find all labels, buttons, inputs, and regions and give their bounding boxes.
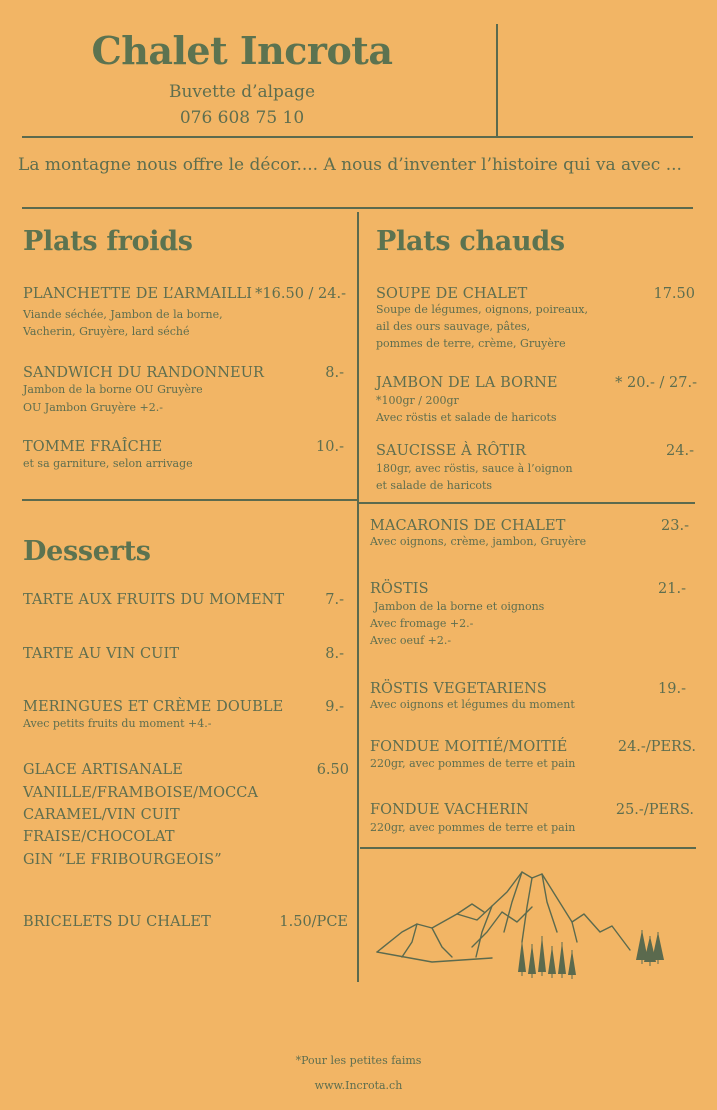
right-section-divider <box>358 502 695 504</box>
restaurant-title: Chalet Incrota <box>91 28 393 73</box>
menu-item-name: MACARONIS DE CHALET <box>370 518 566 534</box>
menu-item-name: GLACE ARTISANALE <box>23 762 183 778</box>
menu-item-desc: Avec fromage +2.- <box>370 617 474 630</box>
mountain-illustration <box>372 862 672 982</box>
menu-item-name: SAUCISSE À RÔTIR <box>376 443 527 459</box>
menu-item-price: 21.- <box>658 581 686 597</box>
menu-item-desc: Avec oignons, crème, jambon, Gruyère <box>370 535 587 548</box>
menu-item-name: MERINGUES ET CRÈME DOUBLE <box>23 699 284 715</box>
menu-item-name: TOMME FRAÎCHE <box>23 439 163 455</box>
phone-number: 076 608 75 10 <box>179 108 305 128</box>
menu-item-price: 10.- <box>316 439 344 455</box>
menu-item-desc: Viande séchée, Jambon de la borne, <box>23 308 223 321</box>
menu-item-desc: Avec röstis et salade de haricots <box>376 411 557 424</box>
menu-item-price: 24.-/PERS. <box>617 739 696 755</box>
ice-cream-flavour: GIN “LE FRIBOURGEOIS” <box>23 852 222 868</box>
menu-item-price: 6.50 <box>316 762 349 778</box>
menu-item-desc: Jambon de la borne et oignons <box>374 600 545 613</box>
website-link[interactable]: www.Incrota.ch <box>314 1079 403 1092</box>
menu-item-price: 8.- <box>325 365 344 381</box>
right-bottom-divider <box>360 847 696 849</box>
menu-item-price: 24.- <box>666 443 694 459</box>
menu-item-price: *16.50 / 24.- <box>255 286 346 302</box>
ice-cream-flavour: FRAISE/CHOCOLAT <box>23 829 175 845</box>
menu-item-desc: ail des ours sauvage, pâtes, <box>376 320 531 333</box>
menu-item-desc: et salade de haricots <box>376 479 493 492</box>
ice-cream-flavour: CARAMEL/VIN CUIT <box>23 807 180 823</box>
menu-item-desc: Vacherin, Gruyère, lard séché <box>23 325 190 338</box>
menu-item-price: * 20.- / 27.- <box>615 375 697 391</box>
menu-item-name: SOUPE DE CHALET <box>376 286 528 302</box>
slogan: La montagne nous offre le décor.... A nous d’inventer l’histoire qui va avec ... <box>18 155 682 175</box>
menu-item-name: RÖSTIS <box>370 581 429 597</box>
menu-item-name: SANDWICH DU RANDONNEUR <box>23 365 265 381</box>
menu-item-name: PLANCHETTE DE L’ARMAILLI <box>23 286 253 302</box>
menu-item-desc: Jambon de la borne OU Gruyère <box>23 383 203 396</box>
menu-item-price: 9.- <box>325 699 344 715</box>
menu-item-name: TARTE AU VIN CUIT <box>23 646 180 662</box>
menu-item-price: 25.-/PERS. <box>615 802 694 818</box>
section-title-plats-chauds: Plats chauds <box>376 226 565 257</box>
menu-item-desc: *100gr / 200gr <box>376 394 459 407</box>
menu-item-price: 17.50 <box>653 286 695 302</box>
menu-item-price: 23.- <box>661 518 689 534</box>
menu-item-desc: Avec oignons et légumes du moment <box>370 698 575 711</box>
menu-item-name: FONDUE MOITIÉ/MOITIÉ <box>370 739 568 755</box>
menu-item-desc: pommes de terre, crème, Gruyère <box>376 337 566 350</box>
menu-item-desc: OU Jambon Gruyère +2.- <box>23 401 163 414</box>
menu-item-name: FONDUE VACHERIN <box>370 802 529 818</box>
menu-item-desc: et sa garniture, selon arrivage <box>23 457 193 470</box>
menu-item-name: TARTE AUX FRUITS DU MOMENT <box>23 592 285 608</box>
section-title-desserts: Desserts <box>23 536 151 567</box>
section-title-plats-froids: Plats froids <box>23 226 193 257</box>
menu-item-desc: 180gr, avec röstis, sauce à l’oignon <box>376 462 573 475</box>
menu-item-name: BRICELETS DU CHALET <box>23 914 211 930</box>
menu-item-desc: Avec petits fruits du moment +4.- <box>23 717 212 730</box>
menu-item-desc: 220gr, avec pommes de terre et pain <box>370 821 576 834</box>
ice-cream-flavour: VANILLE/FRAMBOISE/MOCCA <box>23 785 259 801</box>
menu-item-price: 8.- <box>325 646 344 662</box>
slogan-bottom-divider <box>22 207 693 209</box>
column-divider <box>357 212 359 982</box>
menu-item-price: 1.50/PCE <box>279 914 348 930</box>
footer-note: *Pour les petites faims <box>295 1054 422 1067</box>
header-vertical-divider <box>496 24 498 136</box>
menu-item-name: JAMBON DE LA BORNE <box>376 375 558 391</box>
menu-item-desc: Soupe de légumes, oignons, poireaux, <box>376 303 588 316</box>
restaurant-subtitle: Buvette d’alpage <box>168 82 316 102</box>
left-section-divider <box>22 499 357 501</box>
header-bottom-divider <box>22 136 693 138</box>
menu-item-price: 7.- <box>325 592 344 608</box>
menu-item-name: RÖSTIS VEGETARIENS <box>370 681 547 697</box>
menu-item-desc: Avec oeuf +2.- <box>370 634 452 647</box>
menu-item-price: 19.- <box>658 681 686 697</box>
menu-item-desc: 220gr, avec pommes de terre et pain <box>370 757 576 770</box>
